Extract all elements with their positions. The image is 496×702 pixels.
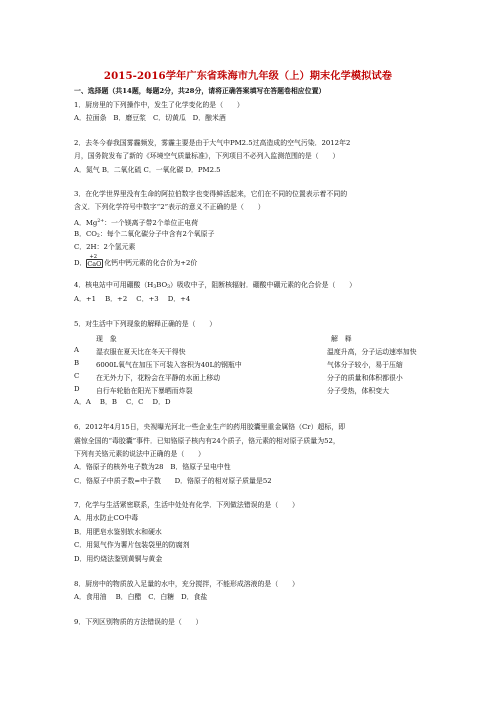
- question-6-options-cd: C．铬原子中质子数=中子数 D．铬原子的相对原子质量是52: [74, 477, 272, 485]
- table-row-explanation: 温度升高，分子运动速率加快: [327, 348, 417, 356]
- question-7-option-c: C．用氮气作为薯片包装袋里的防腐剂: [74, 541, 190, 549]
- question-7-option-a: A．用水防止CO中毒: [74, 514, 139, 522]
- option-a-prefix: A．Mg: [74, 219, 98, 227]
- question-3-option-b: [74, 230, 214, 241]
- question-3-option-c: C．2H：2个氢元素: [74, 243, 136, 251]
- table-row-phenomenon: 在无外力下，花粉会在平静的水面上移动: [96, 374, 221, 382]
- question-7-option-b: B．用肥皂水鉴别软水和硬水: [74, 528, 162, 536]
- question-3-stem-line-2: 含义．下列化学符号中数字“2”表示的意义不正确的是（ ）: [74, 203, 265, 211]
- option-b-text: ：每个二氧化碳分子中含有2个氧原子: [99, 230, 215, 238]
- q4-stem-start: 4．核电站中可用硼酸（H: [74, 281, 154, 289]
- q4-stem-mid: BO: [156, 281, 168, 289]
- question-4-stem: [74, 281, 356, 292]
- option-a-text: ：一个镁离子带2个单位正电荷: [104, 219, 199, 227]
- table-row-explanation: 分子的质量和体积都很小: [327, 374, 403, 382]
- q4-stem-end: ）吸收中子，阻断核辐射．硼酸中硼元素的化合价是（ ）: [170, 281, 357, 289]
- option-d-prefix: D．: [74, 259, 87, 267]
- question-2-stem-line-2: 月，国务院发布了新的《环境空气质量标准》，下列项目不必列入监测范围的是（ ）: [74, 152, 340, 160]
- question-6-stem-line-2: 震惊全国的“毒胶囊”事件．已知铬原子核内有24个质子，铬元素的相对原子质量为52，: [74, 437, 340, 445]
- question-7-stem: 7．化学与生活紧密联系，生活中处处有化学．下列做法错误的是（ ）: [74, 501, 299, 509]
- question-9-stem: 9．下列区别物质的方法错误的是（ ）: [74, 618, 203, 626]
- question-2-options: A．氮气 B．二氧化硫 C．一氧化碳 D．PM2.5: [74, 166, 221, 174]
- question-5-options: A．A B．B C．C D．D: [74, 398, 171, 406]
- table-row-key: C: [74, 372, 80, 380]
- question-2-stem-line-1: 2．去冬今春我国雾霾频发，雾霾主要是由于大气中PM2.5过高造成的空气污染．2012年2: [74, 139, 351, 147]
- table-row-explanation: 分子受热，体积变大: [327, 387, 390, 395]
- question-3-option-a: [74, 217, 198, 228]
- valence-value: +2: [89, 254, 98, 260]
- exam-title: 2015-2016学年广东省珠海市九年级（上）期末化学模拟试卷: [103, 70, 393, 82]
- q4-sub-1: 3: [153, 285, 157, 290]
- table-row-phenomenon: 6000L氧气在加压下可装入容积为40L的钢瓶中: [96, 361, 242, 369]
- table-header-explanation: 解 释: [331, 335, 352, 343]
- q4-sub-2: 3: [167, 285, 171, 290]
- question-1-stem: 1．厨房里的下列操作中，发生了化学变化的是（ ）: [74, 101, 244, 109]
- formula-cao: CaO: [87, 260, 102, 268]
- question-4-options: A．+1 B．+2 C．+3 D．+4: [74, 295, 191, 303]
- question-6-stem-line-1: 6．2012年4月15日，央视曝光河北一些企业生产的药用胶囊里重金属铬（Cr）超标，即: [74, 423, 346, 431]
- question-5-stem: 5．对生活中下列现象的解释正确的是（ ）: [74, 320, 217, 328]
- question-3-stem-line-1: 3．在化学世界里没有生命的阿拉伯数字也变得鲜活起来，它们在不同的位置表示着不同的: [74, 190, 348, 198]
- table-row-phenomenon: 自行车轮胎在阳光下暴晒而炸裂: [96, 387, 193, 395]
- question-7-option-d: D．用灼烧法鉴别黄铜与黄金: [74, 555, 163, 563]
- option-d-text: 化钙中钙元素的化合价为+2价: [104, 259, 198, 267]
- question-8-options: A．食用油 B．白醋 C．白糖 D．食盐: [74, 593, 208, 601]
- question-6-options-ab: A．铬原子的核外电子数为28 B．铬原子呈电中性: [74, 463, 231, 471]
- table-header-phenomenon: 现 象: [96, 335, 117, 343]
- section-heading: 一、选择题（共14题，每题2分，共28分，请将正确答案填写在答题卷相应位置）: [74, 87, 326, 95]
- question-6-stem-line-3: 下列有关铬元素的说法中正确的是（ ）: [74, 450, 205, 458]
- option-a-charge: 2+: [97, 219, 105, 224]
- question-1-options: A．拉面条 B．磨豆浆 C．切黄瓜 D．酿米酒: [74, 114, 226, 122]
- option-b-prefix: B．CO: [74, 230, 97, 238]
- table-row-explanation: 气体分子较小，易于压缩: [327, 361, 403, 369]
- table-row-key: A: [74, 346, 79, 354]
- table-row-key: D: [74, 385, 80, 393]
- question-8-stem: 8．厨房中的物质放入足量的水中，充分搅拌，不能形成溶液的是（ ）: [74, 580, 299, 588]
- option-b-subscript: 2: [96, 234, 100, 239]
- question-3-option-d: [74, 254, 198, 268]
- table-row-key: B: [74, 359, 80, 367]
- valence-formula: [86, 254, 104, 268]
- table-row-phenomenon: 湿衣服在夏天比在冬天干得快: [96, 348, 186, 356]
